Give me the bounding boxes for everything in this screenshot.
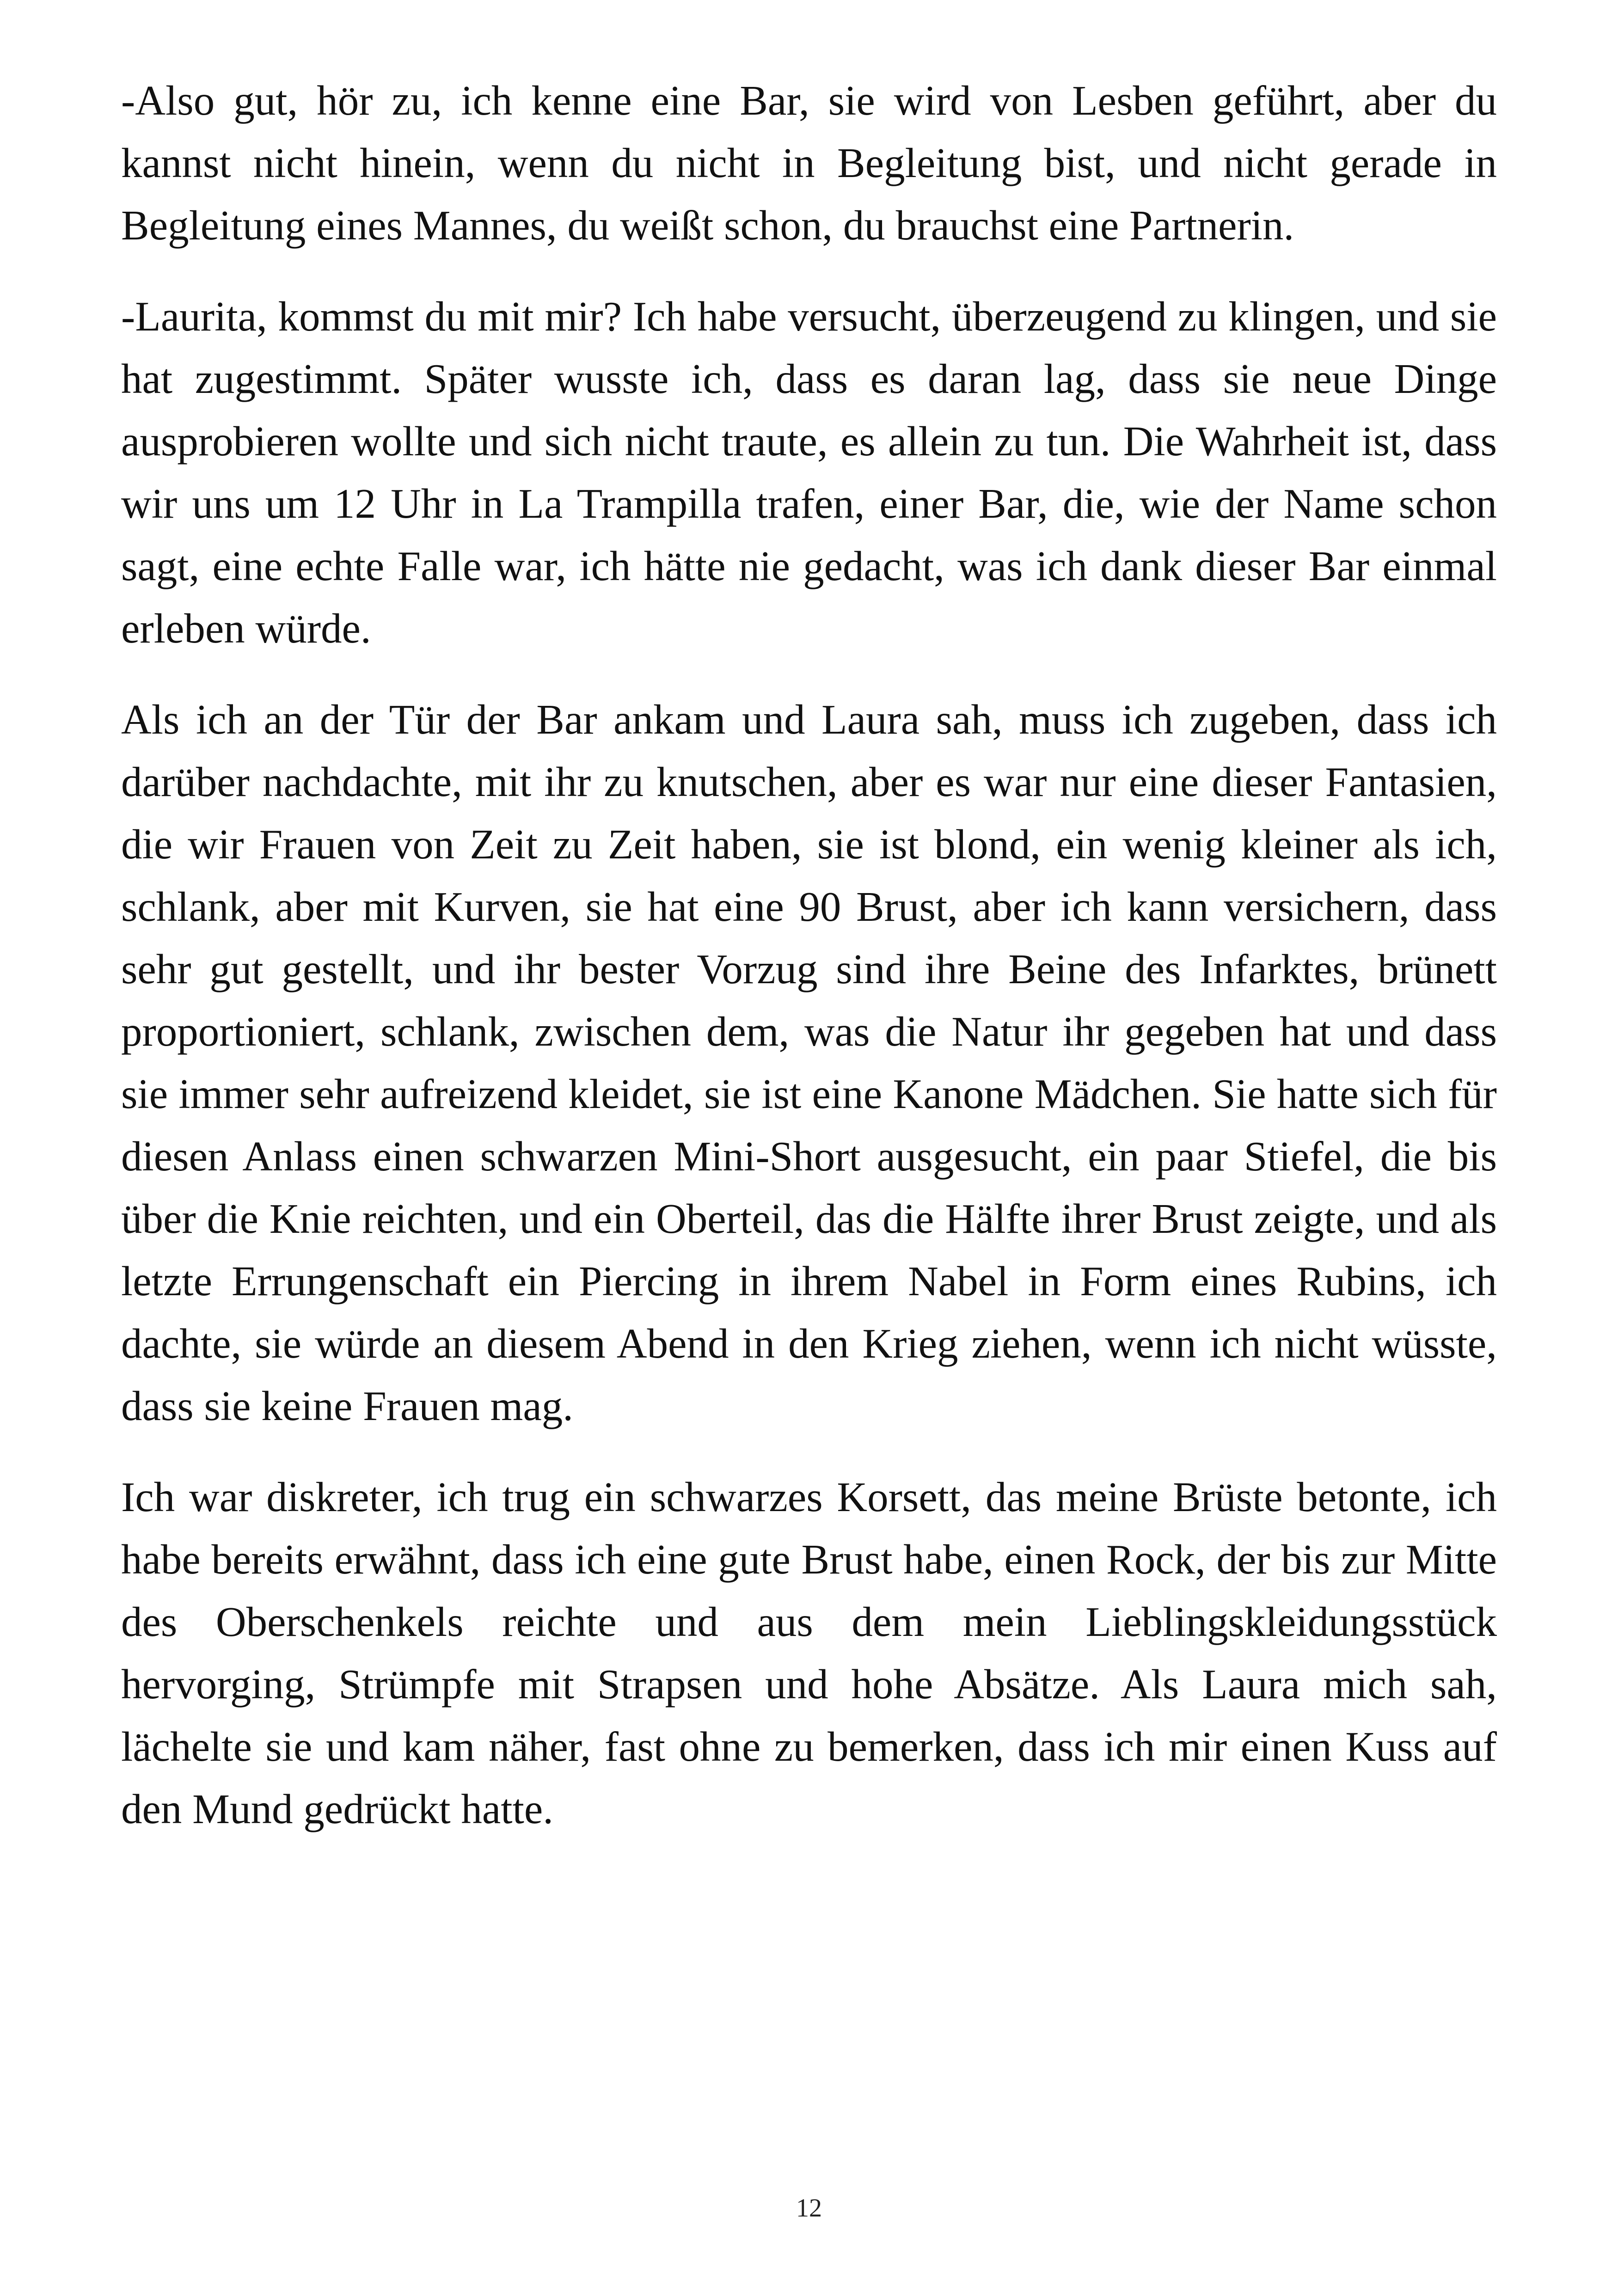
paragraph-3: Als ich an der Tür der Bar ankam und Laura sah, muss ich zugeben, dass ich darüber nachdachte, mit ihr zu knutschen, aber es war nur eine dieser Fantasien, die wir Frauen von Zeit zu Zeit haben, sie ist blond, ein wenig kleiner als ich, schlank, aber mit Kurven, sie hat eine 90 Brust, aber ich kann versichern, dass sehr gut gestellt, und ihr bester Vorzug sind ihre Beine des Infarktes, brünett proportioniert, schlank, zwischen dem, was die Natur ihr gegeben hat und dass sie immer sehr aufreizend kleidet, sie ist eine Kanone Mädchen. Sie hatte sich für diesen Anlass einen schwarzen Mini-Short ausgesucht, ein paar Stiefel, die bis über die Knie reichten, und ein Oberteil, das die Hälfte ihrer Brust zeigte, und als letzte Errungenschaft ein Piercing in ihrem Nabel in Form eines Rubins, ich dachte, sie würde an diesem Abend in den Krieg ziehen, wenn ich nicht wüsste, dass sie keine Frauen mag. [121,696,1497,1429]
page-number: 12 [796,2194,822,2223]
body-text [121,69,1497,1869]
paragraph-2: -Laurita, kommst du mit mir? Ich habe versucht, überzeugend zu klingen, und sie hat zugestimmt. Später wusste ich, dass es daran lag, dass sie neue Dinge ausprobieren wollte und sich nicht traute, es allein zu tun. Die Wahrheit ist, dass wir uns um 12 Uhr in La Trampilla trafen, einer Bar, die, wie der Name schon sagt, eine echte Falle war, ich hätte nie gedacht, was ich dank dieser Bar einmal erleben würde. [121,293,1497,652]
paragraph-4: Ich war diskreter, ich trug ein schwarzes Korsett, das meine Brüste betonte, ich habe bereits erwähnt, dass ich eine gute Brust habe, einen Rock, der bis zur Mitte des Oberschenkels reichte und aus dem mein Lieblingskleidungsstück hervorging, Strümpfe mit Strapsen und hohe Absätze. Als Laura mich sah, lächelte sie und kam näher, fast ohne zu bemerken, dass ich mir einen Kuss auf den Mund gedrückt hatte. [121,1474,1497,1832]
paragraph-1: -Also gut, hör zu, ich kenne eine Bar, sie wird von Lesben geführt, aber du kannst nicht hinein, wenn du nicht in Begleitung bist, und nicht gerade in Begleitung eines Mannes, du weißt schon, du brauchst eine Partnerin. [121,77,1497,249]
